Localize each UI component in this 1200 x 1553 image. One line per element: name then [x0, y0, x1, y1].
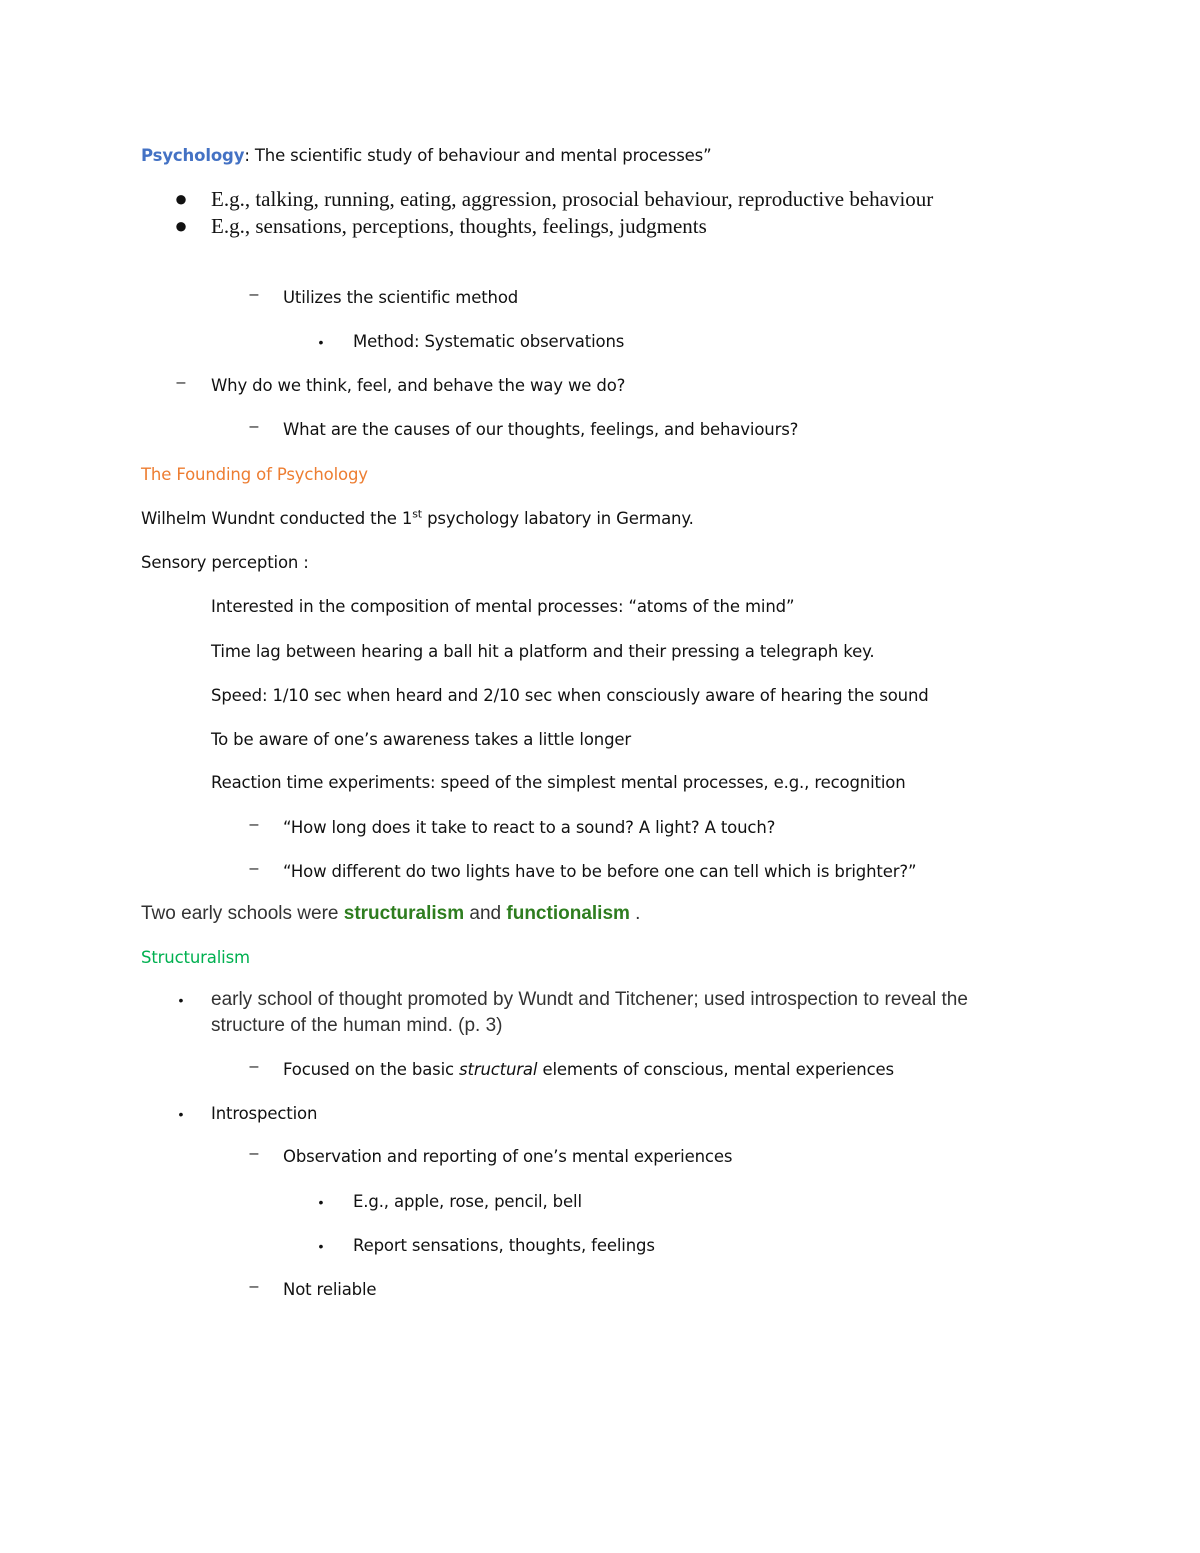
- question-item-2: “How different do two lights have to be before one can tell which is brighter?”: [283, 862, 917, 881]
- observation-item: Observation and reporting of one’s mental experiences: [283, 1147, 733, 1166]
- introspection-item: Introspection: [211, 1104, 318, 1123]
- definition-term: Psychology: [141, 146, 245, 165]
- founding-heading: The Founding of Psychology: [141, 465, 368, 484]
- founding-line-2: Time lag between hearing a ball hit a platform and their pressing a telegraph key.: [211, 642, 875, 661]
- method-sub-item: Method: Systematic observations: [353, 332, 625, 351]
- dash-icon: –: [249, 860, 259, 877]
- why-sub-question: What are the causes of our thoughts, feelings, and behaviours?: [283, 420, 799, 439]
- eg-item: E.g., apple, rose, pencil, bell: [353, 1192, 582, 1211]
- question-item-1: “How long does it take to react to a sound? A light? A touch?: [283, 818, 776, 837]
- bullet-icon: •: [318, 334, 324, 350]
- dash-icon: –: [249, 816, 259, 833]
- bullet-icon: ●: [174, 186, 188, 211]
- schools-functionalism: functionalism: [506, 903, 630, 924]
- founding-line-1: Interested in the composition of mental processes: “atoms of the mind”: [211, 597, 795, 616]
- not-reliable-item: Not reliable: [283, 1280, 377, 1299]
- focus-line: [283, 1058, 894, 1082]
- schools-line: [141, 902, 640, 926]
- example-item-1: E.g., talking, running, eating, aggression, prosocial behaviour, reproductive behaviour: [211, 187, 934, 211]
- why-question: Why do we think, feel, and behave the way we do?: [211, 376, 626, 395]
- structuralism-definition-line-1: early school of thought promoted by Wundt and Titchener; used introspection to reveal the: [211, 989, 968, 1010]
- founding-line-5: Reaction time experiments: speed of the simplest mental processes, e.g., recognition: [211, 773, 906, 792]
- wundt-text-pre: Wilhelm Wundnt conducted the 1: [141, 509, 413, 528]
- wundt-line: [141, 507, 694, 531]
- bullet-icon: •: [318, 1238, 324, 1254]
- schools-text-pre: Two early schools were: [141, 903, 344, 924]
- structuralism-definition-line-2: structure of the human mind. (p. 3): [211, 1015, 503, 1036]
- structuralism-heading: Structuralism: [141, 948, 250, 967]
- schools-text-and: and: [464, 903, 507, 924]
- dash-icon: –: [249, 1058, 259, 1075]
- schools-text-post: .: [629, 903, 641, 924]
- bullet-icon: •: [318, 1194, 324, 1210]
- bullet-icon: ●: [174, 213, 188, 238]
- dash-icon: –: [249, 418, 259, 435]
- schools-structuralism: structuralism: [343, 903, 465, 924]
- example-item-2: E.g., sensations, perceptions, thoughts, feelings, judgments: [211, 214, 707, 238]
- definition-line: [141, 144, 712, 168]
- dash-icon: –: [249, 286, 259, 303]
- bullet-icon: •: [178, 992, 184, 1008]
- focus-text-italic: structural: [459, 1060, 538, 1079]
- focus-text-pre: Focused on the basic: [283, 1060, 460, 1079]
- bullet-icon: •: [178, 1106, 184, 1122]
- dash-icon: –: [249, 1278, 259, 1295]
- founding-line-4: To be aware of one’s awareness takes a little longer: [211, 730, 632, 749]
- report-item: Report sensations, thoughts, feelings: [353, 1236, 655, 1255]
- definition-colon: :: [244, 146, 250, 165]
- dash-icon: –: [249, 1145, 259, 1162]
- wundt-superscript: st: [412, 507, 422, 521]
- wundt-text-post: psychology labatory in Germany.: [421, 509, 694, 528]
- dash-icon: –: [176, 374, 186, 391]
- definition-text: The scientific study of behaviour and mental processes”: [249, 146, 712, 165]
- method-item: Utilizes the scientific method: [283, 288, 519, 307]
- focus-text-post: elements of conscious, mental experiences: [537, 1060, 894, 1079]
- sensory-perception-label: Sensory perception :: [141, 553, 309, 572]
- founding-line-3: Speed: 1/10 sec when heard and 2/10 sec when consciously aware of hearing the sound: [211, 686, 929, 705]
